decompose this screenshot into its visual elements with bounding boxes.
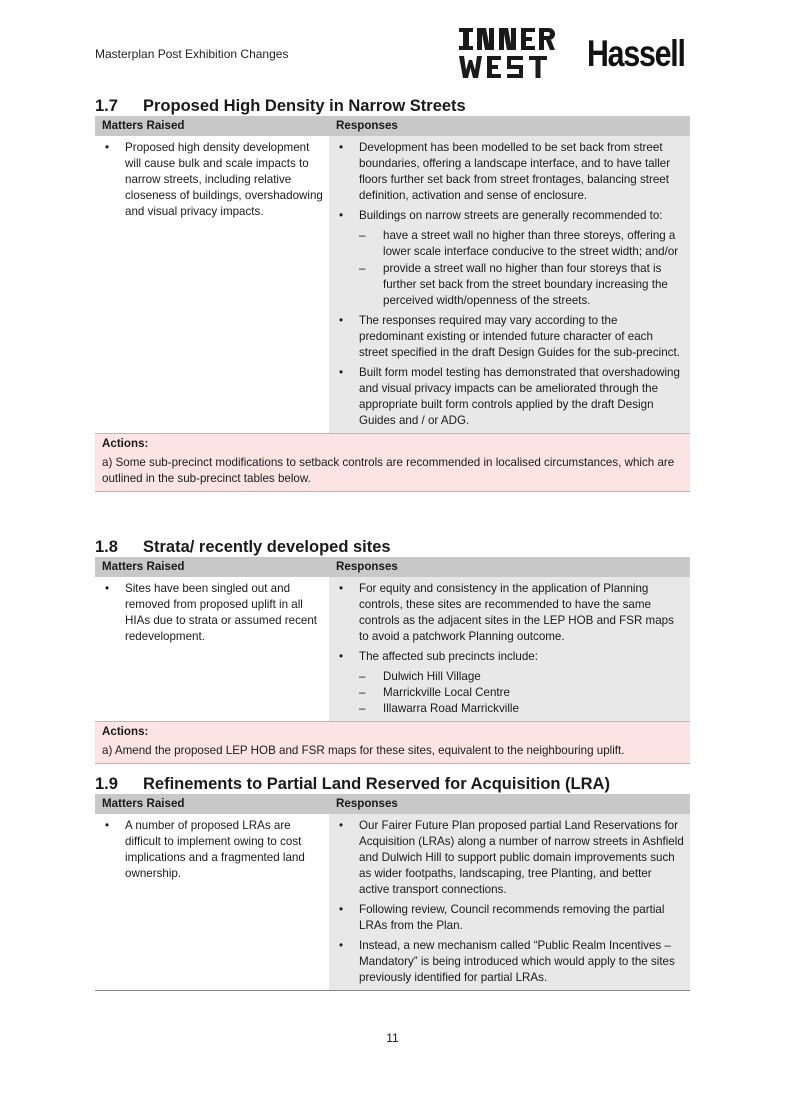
sub-response-item: – Dulwich Hill Village [359,669,684,685]
response-item: • Development has been modelled to be set back from street boundaries, offering a landscape interface, and to have taller floors further set back from street frontages, balancing street definition, activation and sense of enclosure. [337,140,684,204]
matters-responses-table [95,794,690,991]
actions-box [95,721,690,764]
responses-header: Responses [329,557,690,577]
matters-responses-table [95,557,690,721]
section-1-7 [95,96,690,492]
actions-label: Actions: [102,437,149,450]
section-title: Refinements to Partial Land Reserved for Acquisition (LRA) [143,775,610,793]
matters-header: Matters Raised [95,557,329,577]
responses-cell [329,814,690,991]
section-heading [95,96,690,116]
matters-responses-table [95,116,690,433]
response-item: • Following review, Council recommends removing the partial LRAs from the Plan. [337,902,684,934]
response-item [337,208,684,309]
responses-header: Responses [329,794,690,814]
matters-cell [95,814,329,991]
response-item: • Our Fairer Future Plan proposed partial Land Reservations for Acquisition (LRAs) along a number of narrow streets in Ashfield and Dulwich Hill to support public domain improvements such as wider footpaths, landscaping, tree Planting, and better active transport connections. [337,818,684,898]
section-1-8 [95,537,690,764]
page-number: 11 [386,1031,399,1045]
matter-item: • Sites have been singled out and removed from proposed uplift in all HIAs due to strata or assumed recent redevelopment. [103,581,323,645]
section-1-9 [95,774,690,991]
response-item [337,649,684,717]
actions-text: a) Some sub-precinct modifications to setback controls are recommended in localised circumstances, which are outlined in the sub-precinct tables below. [102,456,675,485]
matter-item: • A number of proposed LRAs are difficult to implement owing to cost implications and a fragmented land ownership. [103,818,323,882]
responses-cell [329,136,690,433]
section-title: Proposed High Density in Narrow Streets [143,97,466,115]
section-title: Strata/ recently developed sites [143,538,391,556]
hassell-logo: Hassell [587,33,685,74]
section-heading [95,774,690,794]
actions-label: Actions: [102,725,149,738]
section-number: 1.9 [95,775,118,793]
sub-response-item: – provide a street wall no higher than four storeys that is further set back from the street boundary increasing the perceived width/openness of the streets. [359,261,684,309]
matters-cell [95,136,329,433]
sub-response-item: – Marrickville Local Centre [359,685,684,701]
section-number: 1.7 [95,97,118,115]
response-item: • For equity and consistency in the application of Planning controls, these sites are recommended to have the same controls as the adjacent sites in the LEP HOB and FSR maps to avoid a patchwork Planning outcome. [337,581,684,645]
sub-response-item: – have a street wall no higher than three storeys, offering a lower scale interface conducive to the street width; and/or [359,228,684,260]
response-item: • Built form model testing has demonstrated that overshadowing and visual privacy impacts can be ameliorated through the appropriate built form controls applied by the draft Design Guides and / or ADG. [337,365,684,429]
responses-cell [329,577,690,721]
matters-header: Matters Raised [95,794,329,814]
matters-cell [95,577,329,721]
responses-header: Responses [329,116,690,136]
sub-response-item: – Illawarra Road Marrickville [359,701,684,717]
matter-item: • Proposed high density development will cause bulk and scale impacts to narrow streets, including relative closeness of buildings, overshadowing and visual privacy impacts. [103,140,323,220]
actions-text: a) Amend the proposed LEP HOB and FSR maps for these sites, equivalent to the neighbouring uplift. [102,744,625,757]
response-text: Buildings on narrow streets are generally recommended to: [359,209,663,222]
matters-header: Matters Raised [95,116,329,136]
response-item: • The responses required may vary according to the predominant existing or intended future character of each street specified in the draft Design Guides for the sub-precinct. [337,313,684,361]
document-title: Masterplan Post Exhibition Changes [95,47,289,61]
inner-west-logo [457,26,557,80]
section-heading [95,537,690,557]
response-text: The affected sub precincts include: [359,650,538,663]
section-number: 1.8 [95,538,118,556]
actions-box [95,433,690,492]
response-item: • Instead, a new mechanism called “Public Realm Incentives – Mandatory” is being introduced which would apply to the sites previously identified for partial LRAs. [337,938,684,986]
